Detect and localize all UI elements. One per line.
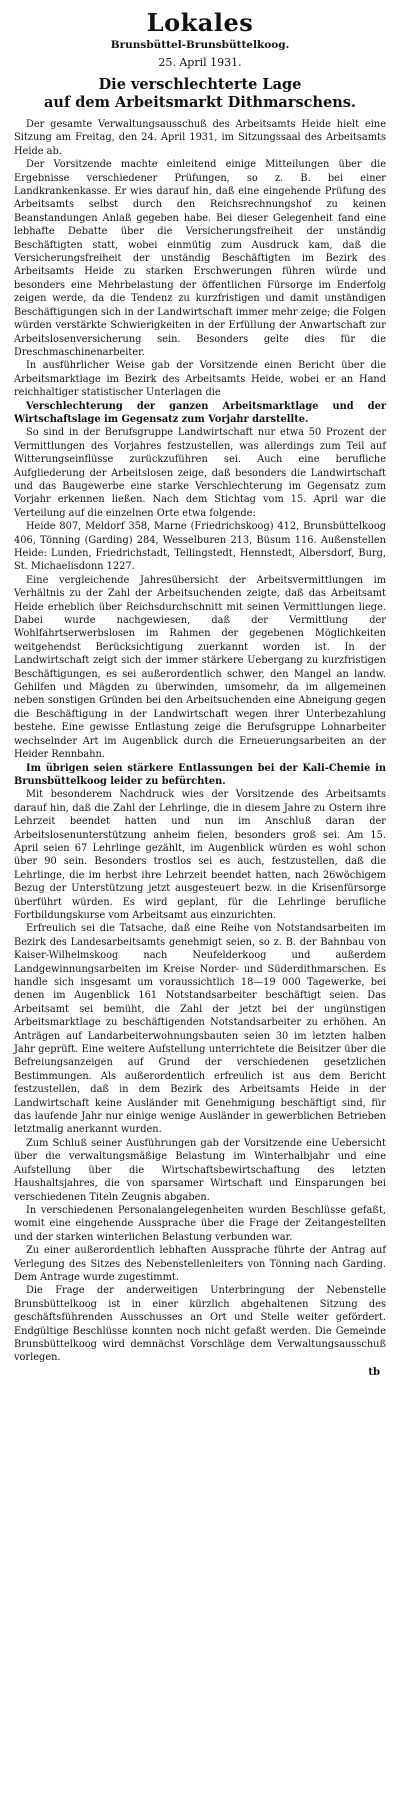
section-title: Lokales (146, 8, 254, 37)
headline-line-2: auf dem Arbeitsmarkt Dithmarschens. (44, 94, 356, 111)
paragraph-1: Der gesamte Verwaltungsausschuß des Arbeitsamts Heide hielt eine Sitzung am Freitag, den 24. April 1931, im Sitzungssaal des Arbeitsamts Heide ab. (14, 119, 386, 157)
paragraph-11: Zum Schluß seiner Ausführungen gab der Vorsitzende eine Uebersicht über die verwaltungsmäßige Belastung im Winterhalbjahr und eine Aufstellung über die Wirtschaftsbewirtschaftung des letzten Haushaltsjahres, die von sparsamer Wirtschaft und Einsparungen bei verschiedenen Titeln Zeugnis abgaben. (14, 1137, 386, 1203)
paragraph-12: In verschiedenen Personalangelegenheiten wurden Beschlüsse gefaßt, womit eine eingehende Aussprache über die Frage der Zeitangestellten und der starken winterlichen Belastung verbunden war. (14, 1204, 386, 1243)
paragraph-10: Erfreulich sei die Tatsache, daß eine Reihe von Notstandsarbeiten im Bezirk des Landesarbeitsamts genehmigt seien, so z. B. der Bahnbau von Kaiser-Wilhelmskoog nach Neufelderkoog und außerdem Landgewinnungsarbeiten im Kreise Norder- und Süderdithmarschen. Es handle sich insgesamt um voraussichtlich 18—19 000 Tagewerke, bei denen im Augenblick 161 Notstandsarbeiter beschäftigt seien. Das Arbeitsamt sei bemüht, die Zahl der jetzt bei der ungünstigen Arbeitsmarktlage zu beschäftigenden Notstandsarbeiter zu erhöhen. An Anträgen auf Landarbeiterwohnungsbauten seien 30 im letzten halben Jahr geprüft. Eine weitere Aufstellung unterrichtete die Beisitzer über die Befreiungsanzeigen auf Grund der verschiedenen gesetzlichen Bestimmungen. Als außerordentlich erfreulich ist aus dem Bericht festzustellen, daß in dem Bezirk des Arbeitsamts Heide in der Landwirtschaft keine Ausländer mit Genehmigung beschäftigt sind, für das laufende Jahr nur einige wenige Ausländer in gewerblichen Betrieben letztmalig anerkannt wurden. (14, 923, 386, 1136)
paragraph-5: So sind in der Berufsgruppe Landwirtschaft nur etwa 50 Prozent der Vermittlungen des Vorjahres festzustellen, was allerdings zum Teil auf Witterungseinflüsse zurückzuführen sei. Auch eine berufliche Aufgliederung der Arbeitslosen zeige, daß besonders die Landwirtschaft und das Baugewerbe eine starke Verschlechterung im Gegensatz zum Vorjahr erkennen ließen. Nach dem Stichtag vom 15. April war die Verteilung auf die einzelnen Orte etwa folgende: (14, 427, 386, 519)
paragraph-6-locations: Heide 807, Meldorf 358, Marne (Friedrichskoog) 412, Brunsbüttelkoog 406, Tönning (Garding) 284, Wesselburen 213, Büsum 116. Außenstellen Heide: Lunden, Friedrichstadt, Tellingstedt, Hennstedt, Albersdorf, Burg, St. Michaelisdonn 1227. (14, 521, 386, 573)
paragraph-3: In ausführlicher Weise gab der Vorsitzende einen Bericht über die Arbeitsmarktlage im Bezirk des Arbeitsamts Heide, wobei er an Hand reichhaltiger statistischer Unterlagen die (14, 360, 386, 399)
paragraph-14: Die Frage der anderweitigen Unterbringung der Nebenstelle Brunsbüttelkoog ist in einer kürzlich abgehaltenen Sitzung des geschäftsführenden Ausschusses an Ort und Stelle weiter gefördert. Endgültige Beschlüsse konnten noch nicht gefaßt werden. Die Gemeinde Brunsbüttelkoog wird demnächst Vorschläge dem Verwaltungsausschuß vorlegen. (14, 1285, 386, 1364)
paragraph-13: Zu einer außerordentlich lebhaften Aussprache führte der Antrag auf Verlegung des Sitzes des Nebenstellenleiters von Tönning nach Garding. Dem Antrage wurde zugestimmt. (14, 1245, 386, 1283)
dateline: 25. April 1931. (158, 56, 242, 69)
location-kicker: Brunsbüttel-Brunsbüttelkoog. (110, 39, 290, 51)
paragraph-7: Eine vergleichende Jahresübersicht der Arbeitsvermittlungen im Verhältnis zu der Zahl der Arbeitsuchenden zeigte, daß das Arbeitsamt Heide erheblich über Reichsdurchschnitt mit seinen Vermittlungen liege. Dabei wurde nachgewiesen, daß der Vermittlung der Wohlfahrtserwerbslosen im Rahmen der gegebenen Möglichkeiten weitgehendst Berücksichtigung zuerkannt worden ist. In der Landwirtschaft zeigt sich der immer stärkere Uebergang zu kurzfristigen Beschäftigungen, es sei außerordentlich schwer, den Mangel an landw. Gehilfen und Mägden zu überwinden, umsomehr, da im allgemeinen neben sonstigen Gründen bei den Arbeitsuchenden eine Abneigung gegen die Beschäftigung in der Landwirtschaft wegen ihrer Unterbezahlung bestehe. Eine gewisse Entlastung zeige die Berufsgruppe Lohnarbeiter wechselnder Art im Augenblick durch die Erneuerungsarbeiten an der Heider Rennbahn. (14, 574, 386, 761)
paragraph-4-subhead: Verschlechterung der ganzen Arbeitsmarktlage und der Wirtschaftslage im Gegensatz zum Vorjahr darstellte. (14, 400, 386, 425)
paragraph-8-subhead: Im übrigen seien stärkere Entlassungen bei der Kali-Chemie in Brunsbüttelkoog leider zu befürchten. (14, 762, 386, 787)
article-column (14, 0, 386, 1378)
author-signature: tb (368, 1366, 380, 1378)
paragraph-9: Mit besonderem Nachdruck wies der Vorsitzende des Arbeitsamts darauf hin, daß die Zahl der Lehrlinge, die in diesem Jahre zu Ostern ihre Lehrzeit beendet hatten und nun im Anschluß daran der Arbeitslosenunterstützung anheim fielen, besonders groß sei. Am 15. April seien 67 Lehrlinge gezählt, im Augenblick würden es wohl schon über 90 sein. Besonders trostlos sei es auch, festzustellen, daß die Lehrlinge, die im herbst ihre Lehrzeit beendet hatten, nach 26wöchigem Bezug der Unterstützung jetzt ausgesteuert bezw. in die Krisenfürsorge überführt würden. Es wird geplant, für die Lehrlinge berufliche Fortbildungskurse vom Arbeitsamt aus einzurichten. (14, 789, 386, 921)
article-body (14, 118, 386, 1365)
article-headline (14, 76, 386, 112)
headline-line-1: Die verschlechterte Lage (98, 76, 302, 93)
paragraph-2: Der Vorsitzende machte einleitend einige Mitteilungen über die Ergebnisse verschiedener Prüfungen, so z. B. bei einer Landkrankenkasse. Er wies darauf hin, daß eine eingehende Prüfung des Arbeitsamts selbst durch den Reichsrechnungshof zu keinen Beanstandungen Anlaß gegeben habe. Bei dieser Gelegenheit fand eine lebhafte Debatte über die Versicherungsfreiheit der unständig Beschäftigten statt, wobei einmütig zum Ausdruck kam, daß die Versicherungsfreiheit der unständig Beschäftigten im Bezirk des Arbeitsamts Heide zu starken Erschwerungen führen würde und besonders eine Mehrbelastung der öffentlichen Fürsorge im Enderfolg zeigen werde, da die Tendenz zu kurzfristigen und damit unständigen Beschäftigungen sich in der Landwirtschaft immer mehr zeige; die Folgen würden verstärkte Schwierigkeiten in der Erfüllung der Anwartschaft zur Arbeitslosenversicherung sein. Besonders gelte dies für die Dreschmaschinenarbeiter. (14, 159, 386, 358)
